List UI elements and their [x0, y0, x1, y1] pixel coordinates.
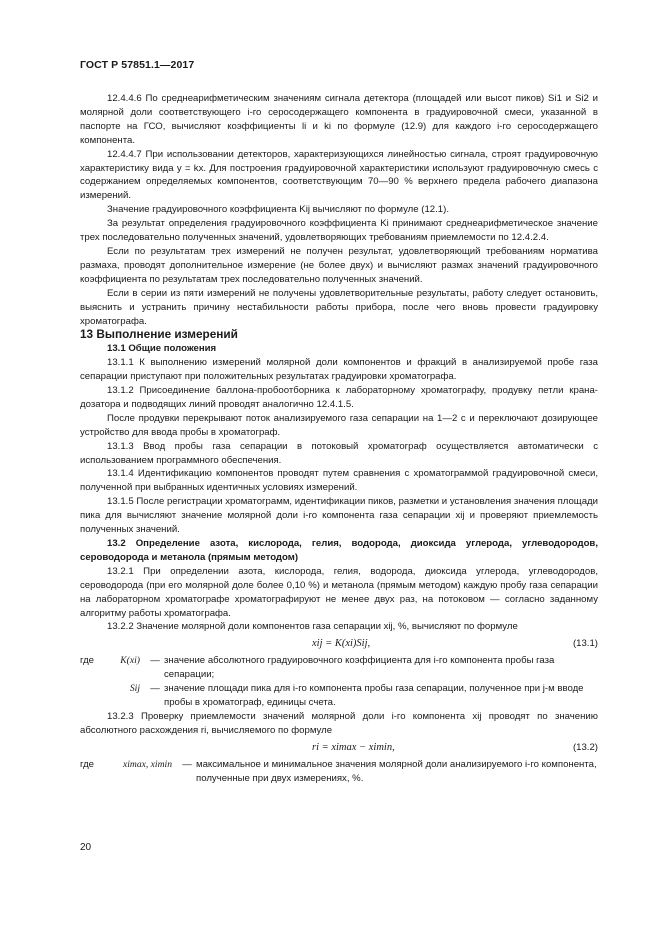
paragraph: 12.4.4.7 При использовании детекторов, характеризующихся линейностью сигнала, строят градуировочную характеристику вида y = kx. Для построения градуировочной характеристики используют градуировочную смесь с содержанием определяемых компонентов, соответствующим 70—90 % верхнего предела рабочего диапазона измерений. — [80, 148, 598, 202]
paragraph: 13.1.1 К выполнению измерений молярной доли компонентов и фракций в анализируемой пробе газа сепарации приступают при положительных результатах градуировки хроматографа. — [80, 357, 598, 383]
where-dash: — — [150, 655, 160, 667]
where-dash: — — [150, 683, 160, 695]
where-text: максимальное и минимальное значения молярной доли анализируемого i-го компонента, полученные при двух измерениях, %. — [196, 758, 597, 784]
where-item — [80, 682, 598, 710]
paragraph: 13.2.2 Значение молярной доли компонентов газа сепарации xij, %, вычисляют по формуле — [107, 621, 518, 633]
document-header: ГОСТ Р 57851.1—2017 — [80, 59, 195, 71]
section-heading: 13 Выполнение измерений — [80, 327, 238, 342]
where-text: значение абсолютного градуировочного коэффициента для i-го компонента пробы газа сепарации; — [164, 655, 555, 681]
paragraph: Значение градуировочного коэффициента Kij вычисляют по формуле (12.1). — [107, 204, 449, 216]
formula-expression: xij = K(xi)Sij, — [312, 638, 371, 650]
formula-number: (13.1) — [572, 638, 598, 650]
paragraph: Если по результатам трех измерений не получен результат, удовлетворяющий требованиям норматива размаха, проводят дополнительное измерение (не более двух) и вычисляют размах значений градуировочного коэффициента по результатам трех последовательно полученных значений. — [80, 245, 598, 285]
paragraph: 13.2.3 Проверку приемлемости значений молярной доли i-го компонента xij проводят по значению абсолютного расхождения ri, вычисляемого по формуле — [80, 710, 598, 736]
where-text: значение площади пика для i-го компонента пробы газа сепарации, полученное при j-м вводе пробы в хроматограф, единицы счета. — [164, 683, 584, 709]
paragraph: 13.1.3 Ввод пробы газа сепарации в потоковый хроматограф осуществляется автоматически с использованием программного обеспечения. — [80, 440, 598, 466]
where-label: где — [80, 758, 95, 770]
where-symbol: Sij — [129, 683, 140, 695]
paragraph: 13.1.5 После регистрации хроматограмм, идентификации пиков, разметки и установления значения площади пика для вычисляют значение молярной доли i-го компонента газа сепарации xij и проверяют приемлемость полученных значений. — [80, 496, 598, 536]
where-symbol: K(xi) — [120, 655, 140, 667]
document-body — [80, 92, 598, 786]
subsection-heading: 13.2 Определение азота, кислорода, гелия, водорода, диоксида углерода, углеводородов, сероводорода и метанола (прямым методом) — [80, 538, 598, 563]
formula-expression: ri = ximax − ximin, — [312, 741, 395, 753]
where-symbol: ximax, ximin — [122, 758, 172, 770]
where-item — [80, 758, 598, 786]
subsection-heading: 13.1 Общие положения — [107, 343, 217, 355]
paragraph: 13.2.1 При определении азота, кислорода, гелия, водорода, диоксида углерода, углеводородов, сероводорода (при его молярной доле более 0,10 %) и метанола (прямым методом) каждую пробу газа сепарации на лабораторном хроматографе хроматографируют не менее двух раз, на потоковом — согласно заданному алгоритму работы хроматографа. — [80, 565, 598, 619]
where-item — [80, 654, 598, 682]
paragraph: 13.1.2 Присоединение баллона-пробоотборника к лабораторному хроматографу, продувку петли крана-дозатора и подводящих линий проводят аналогично 12.4.1.5. — [80, 385, 598, 410]
formula-13-2 — [80, 738, 598, 758]
formula-number: (13.2) — [572, 741, 598, 753]
paragraph: За результат определения градуировочного коэффициента Ki принимают среднеарифметическое значение трех последовательно полученных значений, удовлетворяющих требованиям приемлемости по 12.4.2.4. — [80, 218, 598, 244]
where-dash: — — [182, 758, 192, 770]
paragraph: После продувки перекрывают поток анализируемого газа сепарации на 1—2 с и переключают дозирующее устройство для ввода пробы в хроматограф. — [80, 412, 598, 438]
paragraph: 13.1.4 Идентификацию компонентов проводят путем сравнения с хроматограммой градуировочной смеси, полученной при выбранных идентичных условиях измерений. — [80, 468, 598, 494]
formula-13-1 — [80, 634, 598, 654]
page-number: 20 — [80, 842, 92, 853]
where-label: где — [80, 655, 95, 667]
paragraph: 12.4.4.6 По среднеарифметическим значениям сигнала детектора (площадей или высот пиков) Si1 и Si2 и молярной доли соответствующего i-го серосодержащего компонента в градуировочной смеси, указанной в паспорте на ГСО, вычисляют коэффициенты li и ki по формуле (12.9) для каждого i-го серосодержащего компонента. — [80, 93, 598, 146]
paragraph: Если в серии из пяти измерений не получены удовлетворительные результаты, работу следует остановить, выяснить и устранить причину нестабильности работы прибора, после чего вновь провести градуировку хроматографа. — [80, 287, 598, 327]
